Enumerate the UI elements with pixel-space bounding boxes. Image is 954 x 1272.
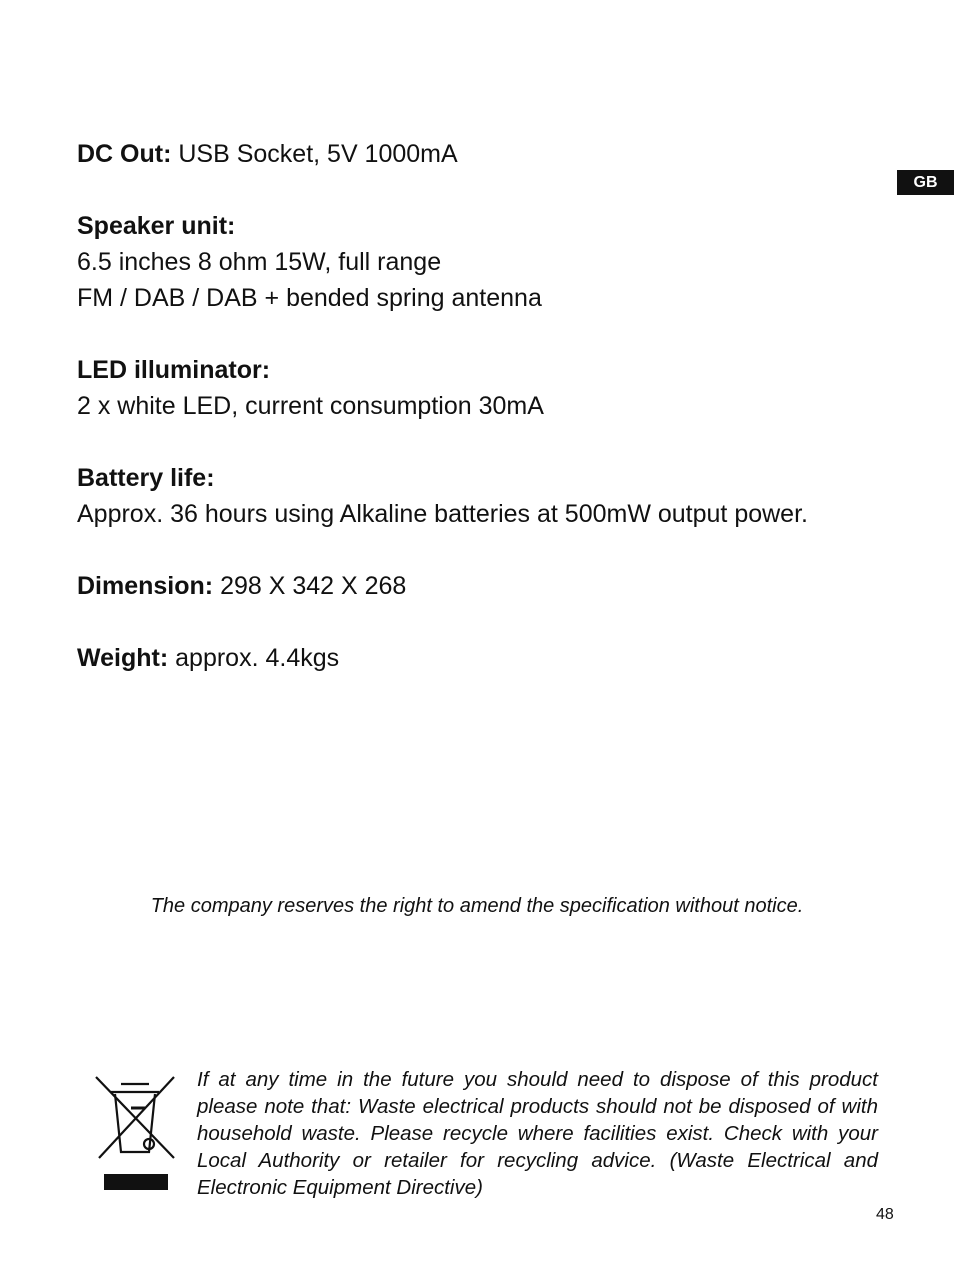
dimension-label: Dimension: bbox=[77, 572, 214, 600]
speaker-unit-label: Speaker unit: bbox=[77, 212, 236, 240]
specification-notice: The company reserves the right to amend the specification without notice. bbox=[150, 895, 804, 917]
weight-line bbox=[77, 640, 877, 676]
battery-life-label: Battery life: bbox=[77, 464, 215, 492]
speaker-unit-line-1: 6.5 inches 8 ohm 15W, full range bbox=[77, 248, 442, 276]
led-illuminator-label: LED illuminator: bbox=[77, 356, 271, 384]
dc-out-value: USB Socket, 5V 1000mA bbox=[171, 140, 458, 168]
crossed-out-wheelie-bin-icon bbox=[93, 1072, 179, 1192]
weee-disposal-notice: If at any time in the future you should need to dispose of this product please note that: Waste electrical products should not be disposed of with household waste. Please recycle where facilities exist. Check with your Local Authority or retailer for recycling advice. (Waste Electrical and Electronic Equipment Directive) bbox=[197, 1068, 878, 1199]
weight-value: approx. 4.4kgs bbox=[168, 644, 340, 672]
dc-out-label: DC Out: bbox=[77, 140, 172, 168]
page-number: 48 bbox=[876, 1206, 894, 1223]
dimension-line bbox=[77, 568, 877, 604]
language-tab: GB bbox=[897, 170, 954, 195]
weight-label: Weight: bbox=[77, 644, 169, 672]
dc-out-line bbox=[77, 136, 877, 172]
dimension-value: 298 X 342 X 268 bbox=[213, 572, 407, 600]
specifications bbox=[77, 136, 877, 676]
battery-life-value: Approx. 36 hours using Alkaline batteries at 500mW output power. bbox=[77, 500, 808, 528]
speaker-unit-line-2: FM / DAB / DAB + bended spring antenna bbox=[77, 284, 542, 312]
led-illuminator-value: 2 x white LED, current consumption 30mA bbox=[77, 392, 544, 420]
